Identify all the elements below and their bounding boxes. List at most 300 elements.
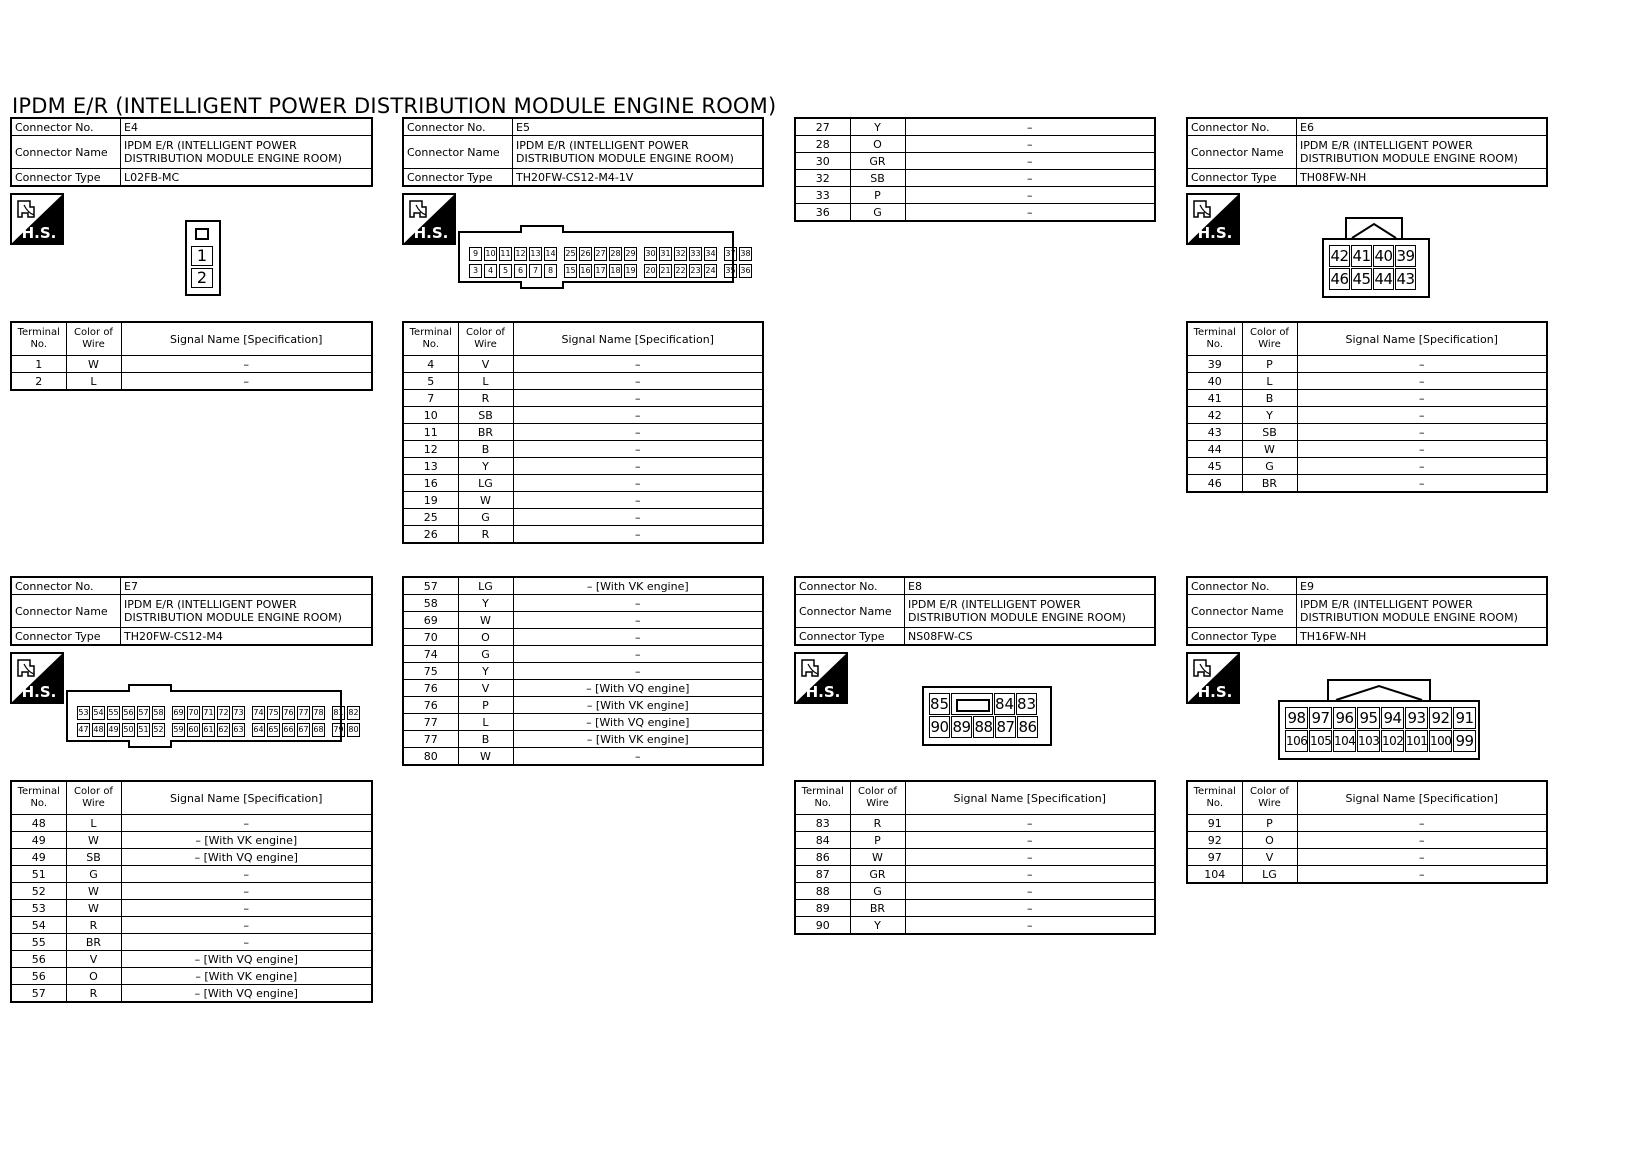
- connector-e8-face: [922, 686, 1052, 746]
- table-row: [403, 458, 763, 475]
- terminal-no-cell: 70: [403, 629, 458, 646]
- table-row: [795, 866, 1155, 883]
- connector-type-value: TH20FW-CS12-M4: [121, 628, 373, 646]
- hs-label: H.S.: [1197, 224, 1233, 242]
- pin: 37: [724, 247, 737, 261]
- table-row: [1187, 458, 1547, 475]
- pin: 101: [1405, 730, 1428, 752]
- pin: 31: [659, 247, 672, 261]
- pin: 39: [1396, 247, 1415, 265]
- wire-color-cell: L: [458, 373, 513, 390]
- terminal-no-cell: 45: [1187, 458, 1242, 475]
- label-connector-name: Connector Name: [403, 136, 513, 169]
- pin: 74: [252, 706, 265, 720]
- terminal-no-cell: 58: [403, 595, 458, 612]
- pin: 100: [1429, 730, 1452, 752]
- pin: 72: [217, 706, 230, 720]
- table-row: [403, 475, 763, 492]
- connector-e6-info: [1186, 117, 1548, 187]
- table-row: [11, 883, 372, 900]
- pin: 63: [232, 723, 245, 737]
- table-row: [403, 356, 763, 373]
- wire-color-cell: P: [850, 832, 905, 849]
- terminal-no-cell: 53: [11, 900, 66, 917]
- terminal-no-cell: 7: [403, 390, 458, 407]
- connector-type-value: L02FB-MC: [121, 169, 373, 187]
- terminal-no-cell: 2: [11, 373, 66, 391]
- connector-name-value: IPDM E/R (INTELLIGENT POWER DISTRIBUTION MODULE ENGINE ROOM): [121, 136, 373, 169]
- hs-label: H.S.: [805, 683, 841, 701]
- pin-row-top: [929, 693, 1039, 716]
- connector-latch: [520, 281, 564, 289]
- wire-color-cell: R: [850, 815, 905, 832]
- connector-type-value: TH08FW-NH: [1297, 169, 1548, 187]
- table-row: [11, 373, 372, 391]
- signal-name-cell: –: [905, 187, 1155, 204]
- connector-e5-info: [402, 117, 764, 187]
- wire-color-cell: R: [458, 390, 513, 407]
- pin: 53: [77, 706, 90, 720]
- pin: 26: [579, 247, 592, 261]
- terminal-no-cell: 48: [11, 815, 66, 832]
- terminal-no-cell: 13: [403, 458, 458, 475]
- pin: 85: [930, 695, 950, 713]
- table-row: [1187, 832, 1547, 849]
- signal-name-cell: –: [513, 458, 763, 475]
- label-connector-name: Connector Name: [11, 595, 121, 628]
- terminal-no-cell: 76: [403, 680, 458, 697]
- pin-row-bottom: [929, 716, 1039, 739]
- wire-color-cell: SB: [458, 407, 513, 424]
- wire-color-cell: W: [458, 492, 513, 509]
- pin: 56: [122, 706, 135, 720]
- header-color-of-wire: Color of Wire: [66, 781, 121, 815]
- terminal-no-cell: 89: [795, 900, 850, 917]
- header-terminal-no: Terminal No.: [11, 322, 66, 356]
- connector-e6-latch: [1344, 216, 1404, 240]
- signal-name-cell: –: [513, 424, 763, 441]
- pin: 54: [92, 706, 105, 720]
- pin: 97: [1309, 707, 1332, 729]
- table-row: [795, 136, 1155, 153]
- wire-color-cell: B: [458, 731, 513, 748]
- header-signal-name: Signal Name [Specification]: [121, 322, 372, 356]
- wire-color-cell: SB: [66, 849, 121, 866]
- terminal-table-e5: [402, 321, 764, 544]
- wire-color-cell: P: [850, 187, 905, 204]
- label-connector-no: Connector No.: [11, 577, 121, 595]
- pin: 93: [1405, 707, 1428, 729]
- signal-name-cell: –: [905, 136, 1155, 153]
- pin: 78: [312, 706, 325, 720]
- terminal-no-cell: 42: [1187, 407, 1242, 424]
- pin: 102: [1381, 730, 1404, 752]
- signal-name-cell: – [With VK engine]: [513, 577, 763, 595]
- pin: 104: [1333, 730, 1356, 752]
- signal-name-cell: –: [513, 646, 763, 663]
- terminal-no-cell: 49: [11, 832, 66, 849]
- pin: 89: [952, 718, 971, 736]
- pin: 20: [644, 264, 657, 278]
- signal-name-cell: – [With VK engine]: [121, 968, 372, 985]
- connector-e9-latch: [1326, 678, 1432, 702]
- wire-color-cell: W: [66, 900, 121, 917]
- terminal-no-cell: 32: [795, 170, 850, 187]
- terminal-no-cell: 77: [403, 714, 458, 731]
- terminal-no-cell: 27: [795, 118, 850, 136]
- pin: 9: [469, 247, 482, 261]
- wire-color-cell: GR: [850, 153, 905, 170]
- signal-name-cell: –: [513, 356, 763, 373]
- wire-color-cell: O: [850, 136, 905, 153]
- label-connector-name: Connector Name: [1187, 136, 1297, 169]
- pin: 79: [332, 723, 345, 737]
- pin: 82: [347, 706, 360, 720]
- pin: 3: [469, 264, 482, 278]
- terminal-no-cell: 52: [11, 883, 66, 900]
- header-color-of-wire: Color of Wire: [66, 322, 121, 356]
- connector-no-value: E9: [1297, 577, 1548, 595]
- signal-name-cell: – [With VK engine]: [513, 731, 763, 748]
- wire-color-cell: BR: [458, 424, 513, 441]
- signal-name-cell: –: [121, 900, 372, 917]
- wire-color-cell: R: [458, 526, 513, 544]
- table-row: [11, 356, 372, 373]
- terminal-no-cell: 55: [11, 934, 66, 951]
- pin: 106: [1285, 730, 1308, 752]
- terminal-no-cell: 16: [403, 475, 458, 492]
- wire-color-cell: W: [458, 748, 513, 766]
- pin: 33: [689, 247, 702, 261]
- table-row: [1187, 815, 1547, 832]
- pin: 32: [674, 247, 687, 261]
- terminal-no-cell: 90: [795, 917, 850, 935]
- wire-color-cell: SB: [850, 170, 905, 187]
- signal-name-cell: –: [121, 373, 372, 391]
- pin: 98: [1285, 707, 1308, 729]
- label-connector-no: Connector No.: [403, 118, 513, 136]
- connector-no-value: E7: [121, 577, 373, 595]
- hs-label: H.S.: [21, 224, 57, 242]
- connector-latch: [520, 225, 564, 233]
- pin: 41: [1352, 247, 1371, 265]
- wire-color-cell: B: [458, 441, 513, 458]
- table-row: [795, 170, 1155, 187]
- wire-color-cell: W: [850, 849, 905, 866]
- pin: 103: [1357, 730, 1380, 752]
- pin: 69: [172, 706, 185, 720]
- connector-type-value: NS08FW-CS: [905, 628, 1156, 646]
- hs-label: H.S.: [1197, 683, 1233, 701]
- pin: 5: [499, 264, 512, 278]
- header-signal-name: Signal Name [Specification]: [905, 781, 1155, 815]
- terminal-no-cell: 10: [403, 407, 458, 424]
- connector-e4-info: [10, 117, 373, 187]
- signal-name-cell: –: [1297, 424, 1547, 441]
- pin: 91: [1453, 707, 1476, 729]
- terminal-no-cell: 4: [403, 356, 458, 373]
- connector-name-value: IPDM E/R (INTELLIGENT POWER DISTRIBUTION MODULE ENGINE ROOM): [905, 595, 1156, 628]
- connector-type-value: TH16FW-NH: [1297, 628, 1548, 646]
- signal-name-cell: –: [1297, 458, 1547, 475]
- wire-color-cell: P: [1242, 356, 1297, 373]
- pin: 94: [1381, 707, 1404, 729]
- signal-name-cell: –: [1297, 390, 1547, 407]
- pin: 88: [974, 718, 993, 736]
- pin: 15: [564, 264, 577, 278]
- wire-color-cell: L: [458, 714, 513, 731]
- wire-color-cell: LG: [458, 475, 513, 492]
- pin: 47: [77, 723, 90, 737]
- table-row: [11, 968, 372, 985]
- table-row: [1187, 475, 1547, 493]
- terminal-table-e5-continued: [794, 117, 1156, 222]
- pin: 64: [252, 723, 265, 737]
- connector-e4-face: [185, 220, 221, 296]
- terminal-no-cell: 57: [11, 985, 66, 1003]
- table-row: [403, 629, 763, 646]
- table-row: [11, 900, 372, 917]
- wire-color-cell: SB: [1242, 424, 1297, 441]
- terminal-no-cell: 56: [11, 951, 66, 968]
- terminal-no-cell: 33: [795, 187, 850, 204]
- header-terminal-no: Terminal No.: [1187, 781, 1242, 815]
- table-row: [403, 424, 763, 441]
- signal-name-cell: –: [905, 849, 1155, 866]
- label-connector-no: Connector No.: [1187, 118, 1297, 136]
- pin-row-top: [1285, 707, 1477, 730]
- table-row: [795, 883, 1155, 900]
- signal-name-cell: –: [513, 629, 763, 646]
- signal-name-cell: –: [905, 204, 1155, 222]
- connector-no-value: E6: [1297, 118, 1548, 136]
- pin: 71: [202, 706, 215, 720]
- pin: 105: [1309, 730, 1332, 752]
- key-slot: [951, 693, 993, 715]
- terminal-no-cell: 74: [403, 646, 458, 663]
- wire-color-cell: LG: [1242, 866, 1297, 884]
- wire-color-cell: V: [458, 680, 513, 697]
- terminal-table-e7-continued: [402, 576, 764, 766]
- signal-name-cell: –: [121, 866, 372, 883]
- connector-e8-info: [794, 576, 1156, 646]
- pin: 1: [191, 246, 213, 266]
- hs-icon: [794, 652, 848, 704]
- table-row: [403, 697, 763, 714]
- signal-name-cell: –: [513, 373, 763, 390]
- terminal-no-cell: 30: [795, 153, 850, 170]
- label-connector-type: Connector Type: [1187, 628, 1297, 646]
- signal-name-cell: –: [121, 815, 372, 832]
- table-row: [403, 612, 763, 629]
- pin: 83: [1017, 695, 1037, 713]
- table-row: [1187, 390, 1547, 407]
- pin: 62: [217, 723, 230, 737]
- wire-color-cell: V: [1242, 849, 1297, 866]
- pin: 61: [202, 723, 215, 737]
- pin: 92: [1429, 707, 1452, 729]
- table-row: [1187, 441, 1547, 458]
- wire-color-cell: O: [66, 968, 121, 985]
- pin: 38: [739, 247, 752, 261]
- wire-color-cell: Y: [850, 917, 905, 935]
- pin: 48: [92, 723, 105, 737]
- connector-e7-face: [66, 690, 359, 742]
- table-row: [795, 187, 1155, 204]
- label-connector-no: Connector No.: [11, 118, 121, 136]
- header-terminal-no: Terminal No.: [11, 781, 66, 815]
- table-row: [1187, 849, 1547, 866]
- terminal-no-cell: 77: [403, 731, 458, 748]
- table-row: [11, 815, 372, 832]
- pin: 59: [172, 723, 185, 737]
- label-connector-name: Connector Name: [1187, 595, 1297, 628]
- table-row: [1187, 356, 1547, 373]
- pin: 65: [267, 723, 280, 737]
- terminal-no-cell: 41: [1187, 390, 1242, 407]
- signal-name-cell: –: [905, 815, 1155, 832]
- pin: 2: [191, 268, 213, 288]
- signal-name-cell: –: [905, 883, 1155, 900]
- table-row: [403, 663, 763, 680]
- hs-icon: [10, 652, 64, 704]
- label-connector-type: Connector Type: [11, 628, 121, 646]
- wire-color-cell: W: [66, 356, 121, 373]
- signal-name-cell: – [With VK engine]: [513, 697, 763, 714]
- wire-color-cell: Y: [458, 595, 513, 612]
- pin: 70: [187, 706, 200, 720]
- connector-e6-face: [1322, 238, 1430, 298]
- signal-name-cell: –: [513, 663, 763, 680]
- header-signal-name: Signal Name [Specification]: [1297, 781, 1547, 815]
- terminal-no-cell: 88: [795, 883, 850, 900]
- wire-color-cell: Y: [458, 663, 513, 680]
- wire-color-cell: L: [66, 815, 121, 832]
- table-row: [795, 204, 1155, 222]
- signal-name-cell: –: [513, 748, 763, 766]
- signal-name-cell: –: [1297, 475, 1547, 493]
- terminal-no-cell: 86: [795, 849, 850, 866]
- connector-no-value: E5: [513, 118, 764, 136]
- signal-name-cell: – [With VK engine]: [121, 832, 372, 849]
- table-row: [1187, 866, 1547, 884]
- wire-color-cell: BR: [850, 900, 905, 917]
- pin: 12: [514, 247, 527, 261]
- pin-row-bottom: [76, 717, 361, 734]
- signal-name-cell: – [With VQ engine]: [513, 680, 763, 697]
- table-row: [403, 390, 763, 407]
- terminal-no-cell: 84: [795, 832, 850, 849]
- table-row: [403, 407, 763, 424]
- wire-color-cell: G: [1242, 458, 1297, 475]
- header-terminal-no: Terminal No.: [1187, 322, 1242, 356]
- wire-color-cell: B: [1242, 390, 1297, 407]
- terminal-table-e6: [1186, 321, 1548, 493]
- signal-name-cell: –: [121, 883, 372, 900]
- label-connector-type: Connector Type: [1187, 169, 1297, 187]
- pin: 46: [1330, 270, 1349, 288]
- pin: 25: [564, 247, 577, 261]
- signal-name-cell: –: [513, 492, 763, 509]
- table-row: [11, 985, 372, 1003]
- signal-name-cell: –: [1297, 356, 1547, 373]
- table-row: [403, 646, 763, 663]
- terminal-no-cell: 36: [795, 204, 850, 222]
- terminal-no-cell: 51: [11, 866, 66, 883]
- table-row: [1187, 407, 1547, 424]
- terminal-no-cell: 40: [1187, 373, 1242, 390]
- pin-row-bottom: [1285, 730, 1477, 753]
- signal-name-cell: –: [121, 917, 372, 934]
- connector-e5-face: [458, 231, 751, 283]
- terminal-no-cell: 12: [403, 441, 458, 458]
- wire-color-cell: W: [66, 883, 121, 900]
- signal-name-cell: –: [905, 832, 1155, 849]
- wire-color-cell: P: [1242, 815, 1297, 832]
- pin: 14: [544, 247, 557, 261]
- terminal-no-cell: 69: [403, 612, 458, 629]
- terminal-no-cell: 104: [1187, 866, 1242, 884]
- connector-latch: [128, 684, 172, 692]
- table-row: [795, 118, 1155, 136]
- signal-name-cell: –: [121, 356, 372, 373]
- terminal-no-cell: 92: [1187, 832, 1242, 849]
- pin: 57: [137, 706, 150, 720]
- pin: 51: [137, 723, 150, 737]
- pin: 35: [724, 264, 737, 278]
- pin: 17: [594, 264, 607, 278]
- label-connector-type: Connector Type: [795, 628, 905, 646]
- signal-name-cell: –: [905, 170, 1155, 187]
- pin: 6: [514, 264, 527, 278]
- pin: 24: [704, 264, 717, 278]
- pin: 23: [689, 264, 702, 278]
- pin: 44: [1374, 270, 1393, 288]
- connector-e9-face: [1278, 700, 1480, 760]
- signal-name-cell: –: [1297, 407, 1547, 424]
- header-signal-name: Signal Name [Specification]: [513, 322, 763, 356]
- signal-name-cell: –: [513, 509, 763, 526]
- wire-color-cell: Y: [850, 118, 905, 136]
- wire-color-cell: G: [458, 509, 513, 526]
- signal-name-cell: –: [905, 900, 1155, 917]
- signal-name-cell: –: [905, 917, 1155, 935]
- signal-name-cell: –: [1297, 815, 1547, 832]
- table-row: [11, 849, 372, 866]
- header-terminal-no: Terminal No.: [795, 781, 850, 815]
- pin: 16: [579, 264, 592, 278]
- terminal-no-cell: 54: [11, 917, 66, 934]
- signal-name-cell: –: [1297, 373, 1547, 390]
- signal-name-cell: –: [905, 118, 1155, 136]
- pin: 43: [1396, 270, 1415, 288]
- signal-name-cell: –: [513, 475, 763, 492]
- label-connector-no: Connector No.: [795, 577, 905, 595]
- pin: 11: [499, 247, 512, 261]
- terminal-no-cell: 1: [11, 356, 66, 373]
- signal-name-cell: – [With VQ engine]: [121, 849, 372, 866]
- wire-color-cell: V: [458, 356, 513, 373]
- hs-label: H.S.: [21, 683, 57, 701]
- table-row: [11, 934, 372, 951]
- terminal-no-cell: 25: [403, 509, 458, 526]
- pin: 50: [122, 723, 135, 737]
- signal-name-cell: – [With VQ engine]: [121, 985, 372, 1003]
- pin: 81: [332, 706, 345, 720]
- wire-color-cell: GR: [850, 866, 905, 883]
- connector-name-value: IPDM E/R (INTELLIGENT POWER DISTRIBUTION MODULE ENGINE ROOM): [1297, 595, 1548, 628]
- terminal-no-cell: 75: [403, 663, 458, 680]
